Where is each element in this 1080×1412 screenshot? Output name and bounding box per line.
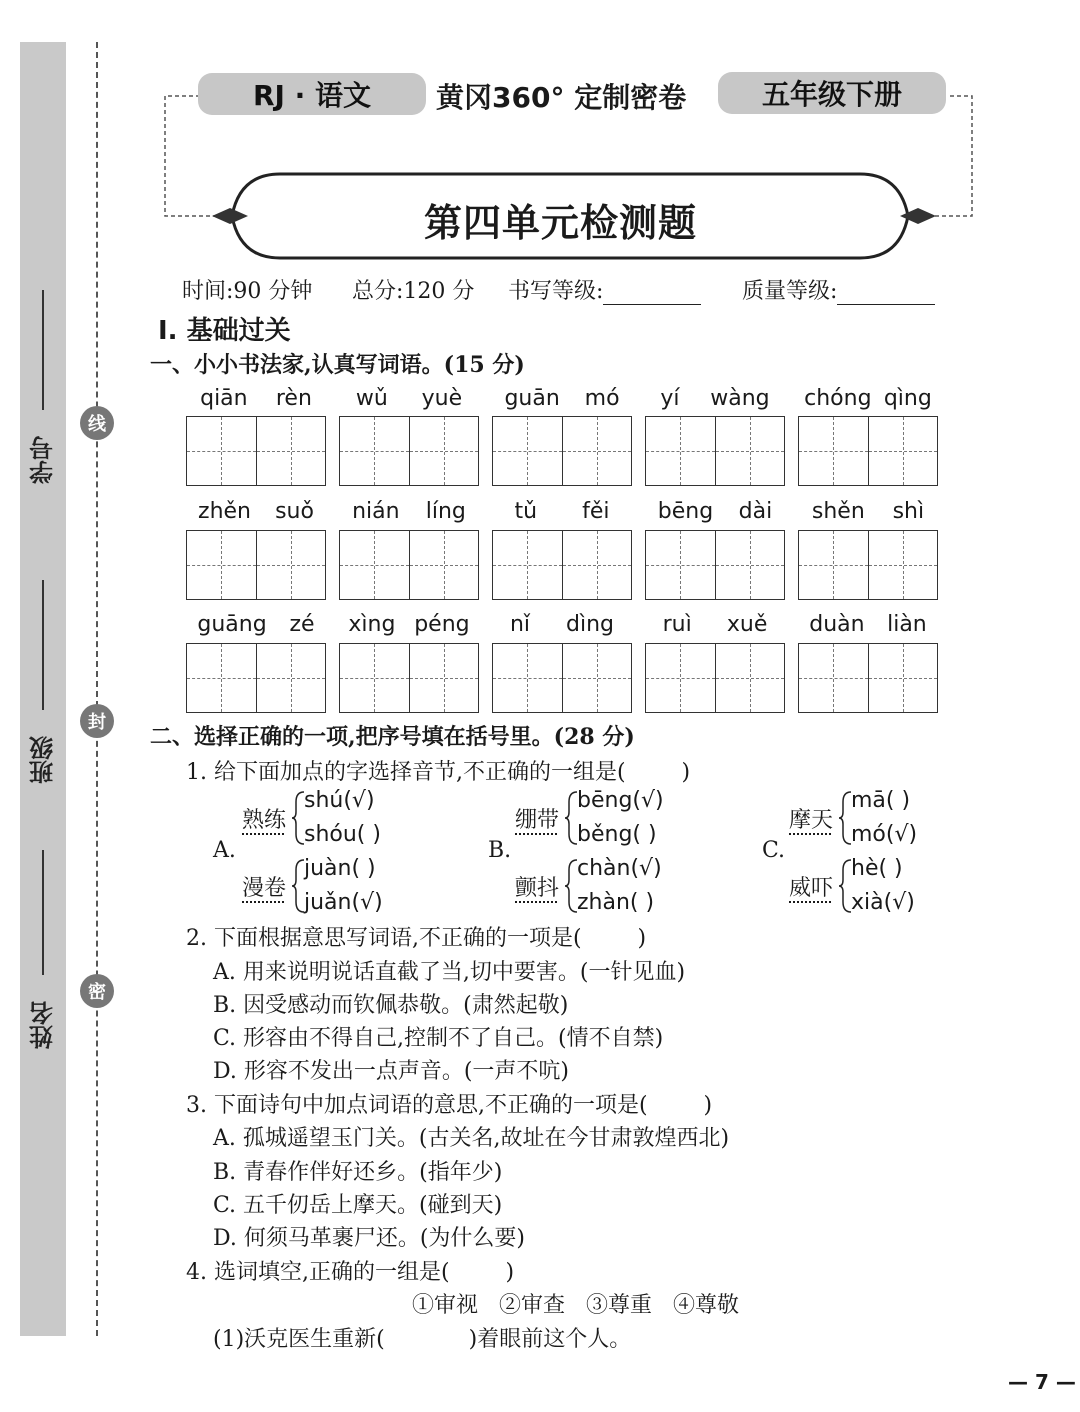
- q1-b-word2: 颤抖: [515, 876, 560, 901]
- page-title: 第四单元检测题: [424, 200, 698, 245]
- q2-stem: 2. 下面根据意思写词语,不正确的一项是( ): [186, 926, 647, 951]
- seal-secret: 密: [80, 974, 114, 1008]
- pinyin-pair: chóng qìng: [804, 386, 932, 411]
- q3-option-c: C. 五千仞岳上摩天。(碰到天): [213, 1193, 503, 1218]
- pinyin-pair: duàn liàn: [809, 612, 927, 637]
- pinyin-pair: nǐ dìng: [509, 612, 615, 637]
- student-id-line: [42, 290, 44, 410]
- q1-a-word1: 熟练: [242, 808, 287, 833]
- writing-grid[interactable]: [645, 416, 785, 486]
- q1-b-word1: 绷带: [515, 808, 560, 833]
- pinyin-pair: ruì xuě: [662, 612, 768, 637]
- q1-option-c-label: C.: [762, 838, 786, 863]
- pinyin-pair: guān mó: [504, 386, 620, 411]
- pinyin-row-2: [186, 499, 938, 524]
- name-label: 姓名: [28, 1001, 58, 1049]
- pinyin-pair: bēng dài: [657, 499, 773, 524]
- q1-a-w2-opt1: juàn( ): [304, 856, 376, 881]
- q2-option-a: A. 用来说明说话直截了当,切中要害。(一针见血): [213, 960, 686, 985]
- writing-grid[interactable]: [339, 643, 479, 713]
- q4-choices: ①审视 ②审查 ③尊重 ④尊敬: [412, 1293, 739, 1318]
- writing-grid[interactable]: [492, 530, 632, 600]
- quality-grade-label: 质量等级:: [742, 279, 838, 304]
- pinyin-row-1: [186, 386, 938, 411]
- quality-grade-blank[interactable]: [837, 282, 935, 305]
- class-label: 班级: [28, 736, 58, 784]
- pinyin-pair: guāng zé: [197, 612, 315, 637]
- grid-row-2: [186, 530, 938, 600]
- exam-total: 总分:120 分: [352, 279, 475, 304]
- writing-grade-label: 书写等级:: [508, 279, 604, 304]
- q1-b-w2-opt2: zhàn( ): [577, 890, 655, 915]
- pinyin-pair: wǔ yuè: [355, 386, 463, 411]
- pinyin-pair: tǔ fěi: [514, 499, 610, 524]
- q4-stem: 4. 选词填空,正确的一组是( ): [186, 1260, 515, 1285]
- q2-option-d: D. 形容不发出一点声音。(一声不吭): [213, 1059, 570, 1084]
- q4-sub1: (1)沃克医生重新( )着眼前这个人。: [213, 1327, 632, 1352]
- pinyin-pair: qiān rèn: [200, 386, 312, 411]
- q1-c-word2: 威吓: [789, 876, 834, 901]
- pinyin-pair: yí wàng: [660, 386, 770, 411]
- grid-row-1: [186, 416, 938, 486]
- q1-b-w1-opt2: běng( ): [577, 822, 657, 847]
- q3-option-d: D. 何须马革裹尸还。(为什么要): [213, 1226, 526, 1251]
- writing-grid[interactable]: [798, 643, 938, 713]
- seal-seal: 封: [80, 704, 114, 738]
- writing-grid[interactable]: [645, 643, 785, 713]
- q1-a-w1-opt2: shóu( ): [304, 822, 381, 847]
- q1-a-w2-opt2: juǎn(√): [304, 890, 383, 915]
- writing-grid[interactable]: [339, 530, 479, 600]
- writing-grid[interactable]: [798, 416, 938, 486]
- seal-line: 线: [80, 406, 114, 440]
- section1-heading: 一、小小书法家,认真写词语。(15 分): [150, 352, 525, 378]
- subject-badge: RJ · 语文: [198, 73, 426, 115]
- q1-b-w2-opt1: chàn(√): [577, 856, 662, 881]
- q1-c-w1-opt1: mā( ): [851, 788, 911, 813]
- class-line: [42, 580, 44, 710]
- part1-heading: Ⅰ. 基础过关: [158, 316, 291, 346]
- writing-grid[interactable]: [645, 530, 785, 600]
- series-title: 黄冈360° 定制密卷: [436, 81, 687, 114]
- writing-grid[interactable]: [492, 643, 632, 713]
- q1-a-word2: 漫卷: [242, 876, 287, 901]
- q3-option-a: A. 孤城遥望玉门关。(古关名,故址在今甘肃敦煌西北): [213, 1126, 730, 1151]
- binding-dashed-line: [96, 42, 98, 1336]
- name-line: [42, 850, 44, 975]
- q1-c-w2-opt2: xià(√): [851, 890, 915, 915]
- q1-a-w1-opt1: shú(√): [304, 788, 375, 813]
- q1-c-w2-opt1: hè( ): [851, 856, 903, 881]
- pinyin-pair: zhěn suǒ: [198, 499, 314, 524]
- q1-c-w1-opt2: mó(√): [851, 822, 918, 847]
- q3-option-b: B. 青春作伴好还乡。(指年少): [213, 1160, 503, 1185]
- q2-option-b: B. 因受感动而钦佩恭敬。(肃然起敬): [213, 993, 569, 1018]
- writing-grid[interactable]: [798, 530, 938, 600]
- writing-grid[interactable]: [186, 530, 326, 600]
- q1-b-w1-opt1: bēng(√): [577, 788, 664, 813]
- exam-time: 时间:90 分钟: [182, 279, 313, 304]
- q1-c-word1: 摩天: [789, 808, 834, 833]
- pinyin-pair: shěn shì: [811, 499, 925, 524]
- section2-heading: 二、选择正确的一项,把序号填在括号里。(28 分): [150, 724, 635, 750]
- q1-option-a-label: A.: [213, 838, 236, 863]
- pinyin-pair: xìng péng: [348, 612, 470, 637]
- writing-grid[interactable]: [339, 416, 479, 486]
- grade-badge: 五年级下册: [718, 72, 946, 114]
- q2-option-c: C. 形容由不得自己,控制不了自己。(情不自禁): [213, 1026, 664, 1051]
- q1-option-b-label: B.: [488, 838, 512, 863]
- writing-grade: [508, 274, 701, 305]
- q3-stem: 3. 下面诗句中加点词语的意思,不正确的一项是( ): [186, 1093, 713, 1118]
- page-number: — 7 —: [1008, 1370, 1076, 1394]
- writing-grid[interactable]: [186, 416, 326, 486]
- writing-grid[interactable]: [186, 643, 326, 713]
- pinyin-row-3: [186, 612, 938, 637]
- quality-grade: [742, 274, 935, 305]
- pinyin-pair: nián líng: [352, 499, 466, 524]
- writing-grid[interactable]: [492, 416, 632, 486]
- q1-stem: 1. 给下面加点的字选择音节,不正确的一组是( ): [186, 760, 691, 785]
- grid-row-3: [186, 643, 938, 713]
- student-id-label: 学号: [28, 436, 58, 484]
- writing-grade-blank[interactable]: [603, 282, 701, 305]
